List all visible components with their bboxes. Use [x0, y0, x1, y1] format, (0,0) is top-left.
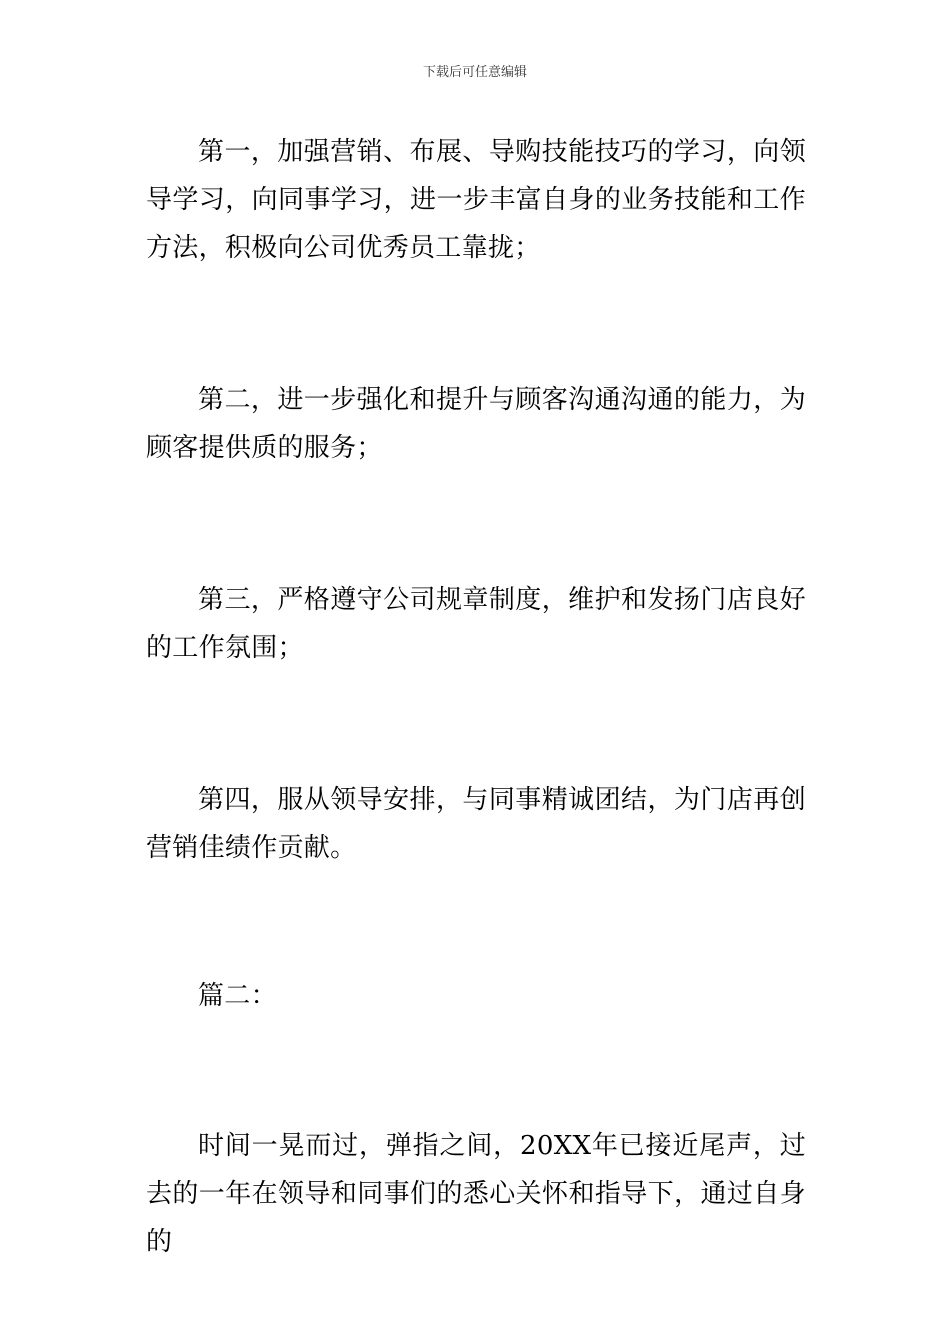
- paragraph-third-point: 第三，严格遵守公司规章制度，维护和发扬门店良好的工作氛围；: [146, 585, 806, 663]
- paragraph-first-point: 第一，加强营销、布展、导购技能技巧的学习，向领导学习，向同事学习，进一步丰富自身的业务技能和工作方法，积极向公司优秀员工靠拢；: [146, 137, 806, 263]
- paragraph-second-point: 第二，进一步强化和提升与顾客沟通沟通的能力，为顾客提供质的服务；: [146, 385, 806, 463]
- section-heading-part-two: 篇二：: [198, 981, 277, 1011]
- paragraph-fourth-point: 第四，服从领导安排，与同事精诚团结，为门店再创营销佳绩作贡献。: [146, 785, 806, 863]
- page-header-note: 下载后可任意编辑: [422, 65, 527, 80]
- paragraph-part-two-intro: 时间一晃而过，弹指之间，20XX年已接近尾声，过去的一年在领导和同事们的悉心关怀和指导下，通过自身的: [146, 1131, 806, 1257]
